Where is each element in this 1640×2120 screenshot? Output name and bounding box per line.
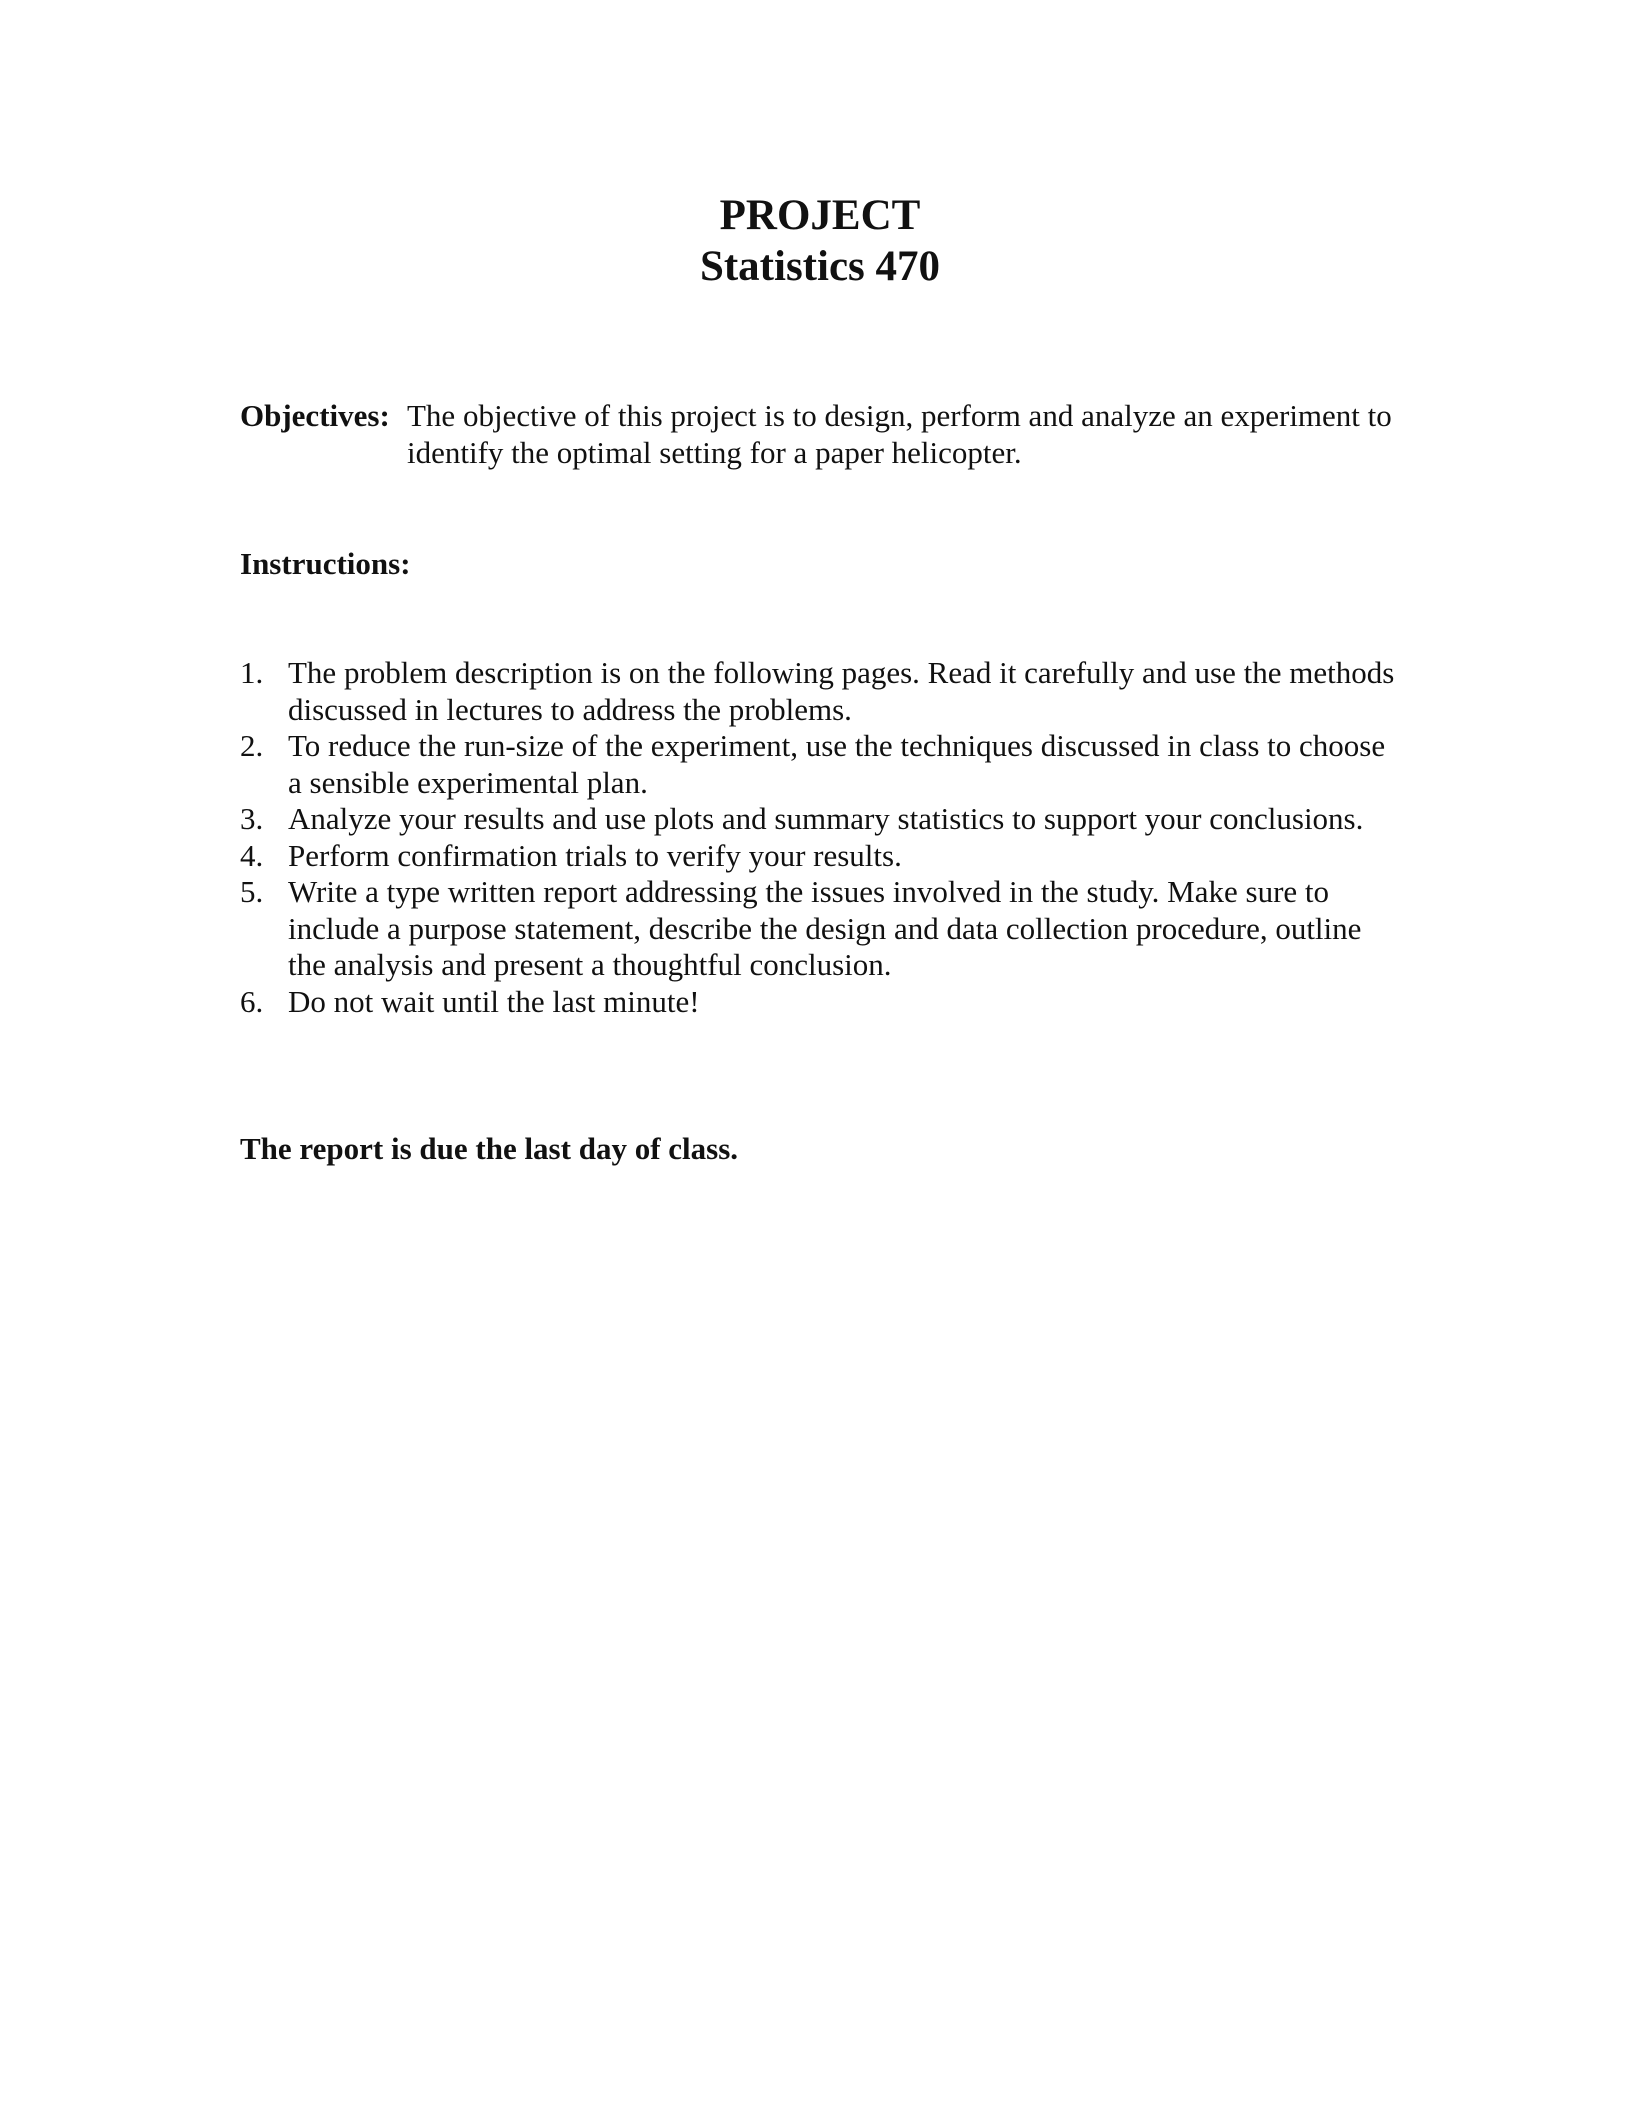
instruction-item [240, 874, 1400, 984]
instruction-item [240, 838, 1400, 875]
instruction-text: Perform confirmation trials to verify your results. [288, 837, 902, 873]
objectives-section [240, 397, 1400, 471]
instruction-item [240, 728, 1400, 801]
objectives-label: Objectives: [240, 398, 390, 433]
instruction-text: Write a type written report addressing the issues involved in the study. Make sure to include a purpose statement, describe the design and data collection procedure, outline the analysis and present a thoughtful conclusion. [288, 874, 1362, 982]
title-line-project: PROJECT [719, 192, 921, 239]
instruction-item [240, 801, 1400, 838]
instruction-number: 6. [240, 983, 264, 1019]
instruction-item [240, 655, 1400, 728]
instruction-number: 4. [240, 837, 264, 873]
document-title [0, 190, 1640, 292]
instructions-heading: Instructions: [240, 546, 411, 581]
instruction-number: 1. [240, 655, 264, 690]
instruction-text: To reduce the run-size of the experiment, use the techniques discussed in class to choose a sensible experimental plan. [288, 728, 1386, 800]
instruction-text: The problem description is on the following pages. Read it carefully and use the methods discussed in lectures to address the problems. [288, 655, 1395, 727]
instructions-list [240, 655, 1400, 1020]
instruction-number: 2. [240, 728, 264, 763]
title-line-course: Statistics 470 [699, 243, 941, 290]
instruction-text: Do not wait until the last minute! [288, 983, 700, 1019]
instruction-number: 3. [240, 801, 264, 836]
instruction-number: 5. [240, 874, 264, 909]
instruction-item [240, 984, 1400, 1021]
objectives-text: The objective of this project is to design, perform and analyze an experiment to identify the optimal setting for a paper helicopter. [407, 398, 1392, 470]
due-date-note: The report is due the last day of class. [240, 1131, 739, 1166]
instruction-text: Analyze your results and use plots and summary statistics to support your conclusions. [288, 801, 1364, 836]
